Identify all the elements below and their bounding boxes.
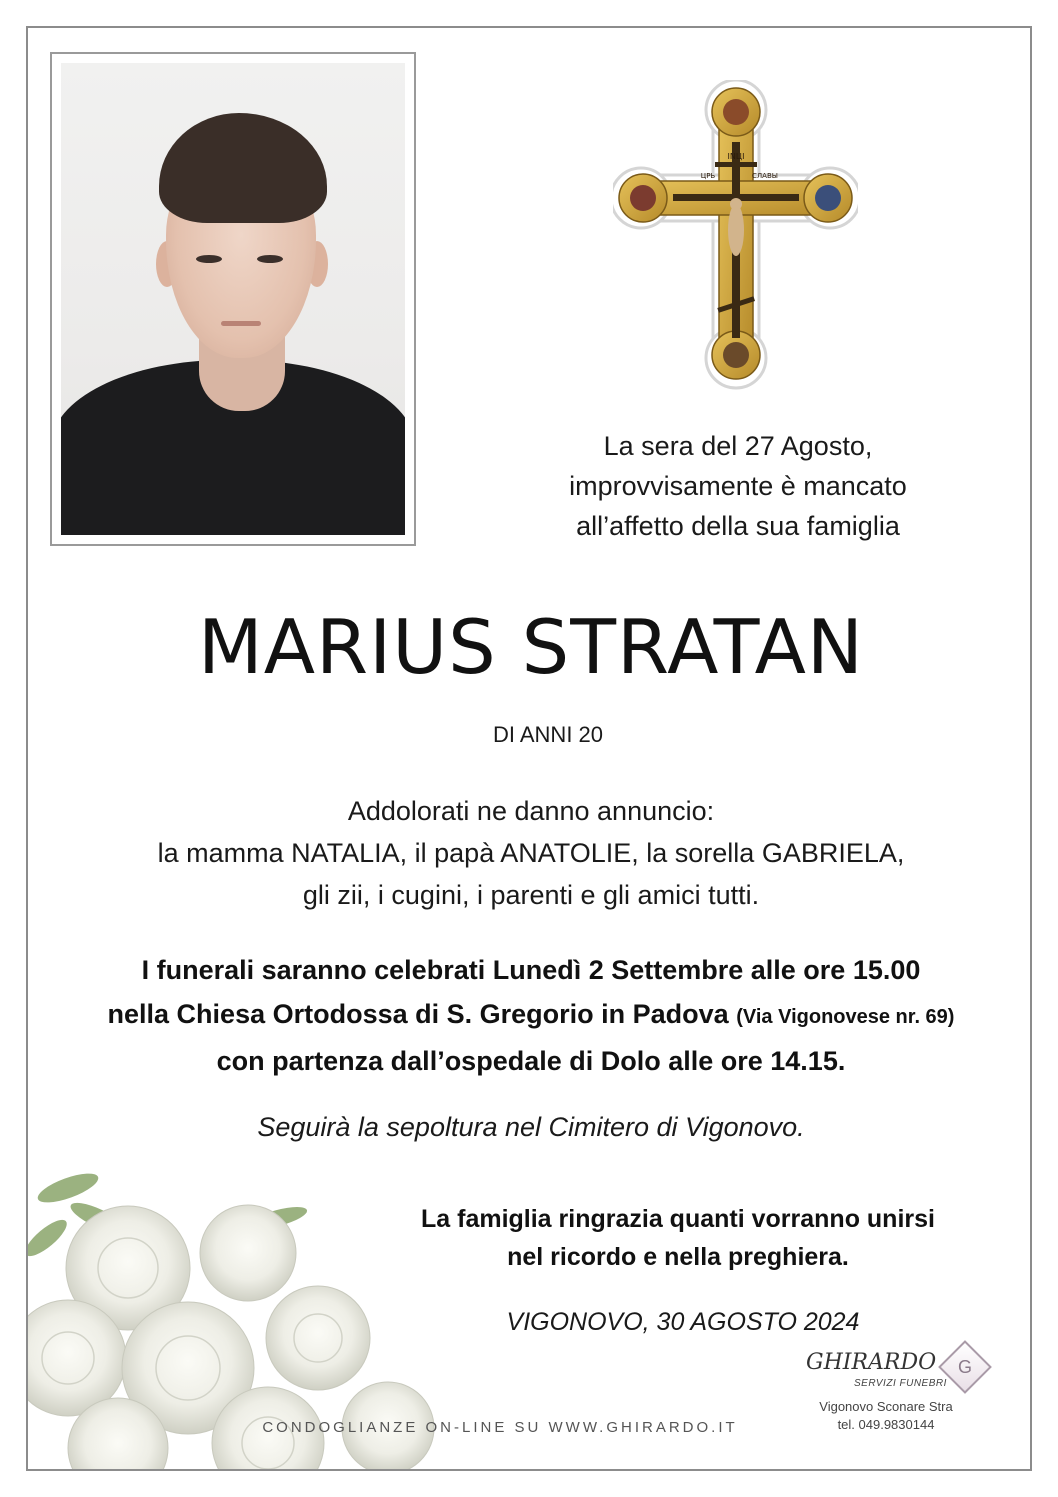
cross-inscription-left: ЦРЬ <box>700 172 716 180</box>
funeral-line: con partenza dall’ospedale di Dolo alle ore 14.15. <box>216 1046 846 1076</box>
cross-inscription-top: INЦI <box>727 152 745 161</box>
announce-line: la mamma NATALIA, il papà ANATOLIE, la sorella GABRIELA, <box>157 838 905 868</box>
brand-name: GHIRARDO <box>806 1350 937 1375</box>
condolences-footer: CONDOGLIANZE ON-LINE SU WWW.GHIRARDO.IT <box>262 1419 738 1436</box>
portrait-mouth <box>221 321 261 326</box>
announce-line: Addolorati ne danno annuncio: <box>347 796 715 826</box>
cross-medallion-top <box>723 99 749 125</box>
portrait-eye <box>196 255 222 263</box>
announcement <box>28 790 1032 916</box>
announce-line: gli zii, i cugini, i parenti e gli amici tutti. <box>302 880 760 910</box>
cross-medallion-right <box>815 185 841 211</box>
portrait-eye <box>257 255 283 263</box>
funeral-line <box>28 992 1032 1039</box>
intro-line: all’affetto della sua famiglia <box>576 511 900 541</box>
brand-subtitle: SERVIZI FUNEBRI <box>854 1378 947 1389</box>
funeral-line: I funerali saranno celebrati Lunedì 2 Settembre alle ore 15.00 <box>141 955 921 985</box>
obituary-sheet <box>26 26 1032 1471</box>
deceased-name: MARIUS STRATAN <box>198 603 864 691</box>
place-date: VIGONOVO, 30 AGOSTO 2024 <box>506 1308 860 1336</box>
intro-line: La sera del 27 Agosto, <box>603 431 873 461</box>
intro-line: improvvisamente è mancato <box>569 471 907 501</box>
brand-mark-letter: G <box>957 1357 972 1377</box>
funeral-details <box>28 948 1032 1083</box>
burial-note: Seguirà la sepoltura nel Cimitero di Vigonovo. <box>257 1112 805 1142</box>
portrait-photo <box>61 63 405 535</box>
funeral-home-phone: tel. 049.9830144 <box>837 1417 935 1432</box>
thanks-text <box>388 1200 968 1276</box>
cross-medallion-bottom <box>723 342 749 368</box>
intro-text <box>508 426 968 546</box>
cross-inscription-right: СЛАВЫ <box>752 172 778 180</box>
thanks-line: La famiglia ringrazia quanti vorranno unirsi <box>421 1205 935 1233</box>
funeral-home-locations: Vigonovo Sconare Stra <box>819 1399 953 1414</box>
portrait-frame <box>50 52 416 546</box>
cross-medallion-left <box>630 185 656 211</box>
funeral-address: (Via Vigonovese nr. 69) <box>736 1006 955 1028</box>
orthodox-cross-icon <box>613 80 858 390</box>
deceased-age: DI ANNI 20 <box>492 722 604 747</box>
funeral-home-contacts <box>786 1398 986 1434</box>
portrait-hair <box>159 113 327 223</box>
funeral-church: nella Chiesa Ortodossa di S. Gregorio in Padova <box>107 999 729 1029</box>
thanks-line: nel ricordo e nella preghiera. <box>507 1243 849 1271</box>
